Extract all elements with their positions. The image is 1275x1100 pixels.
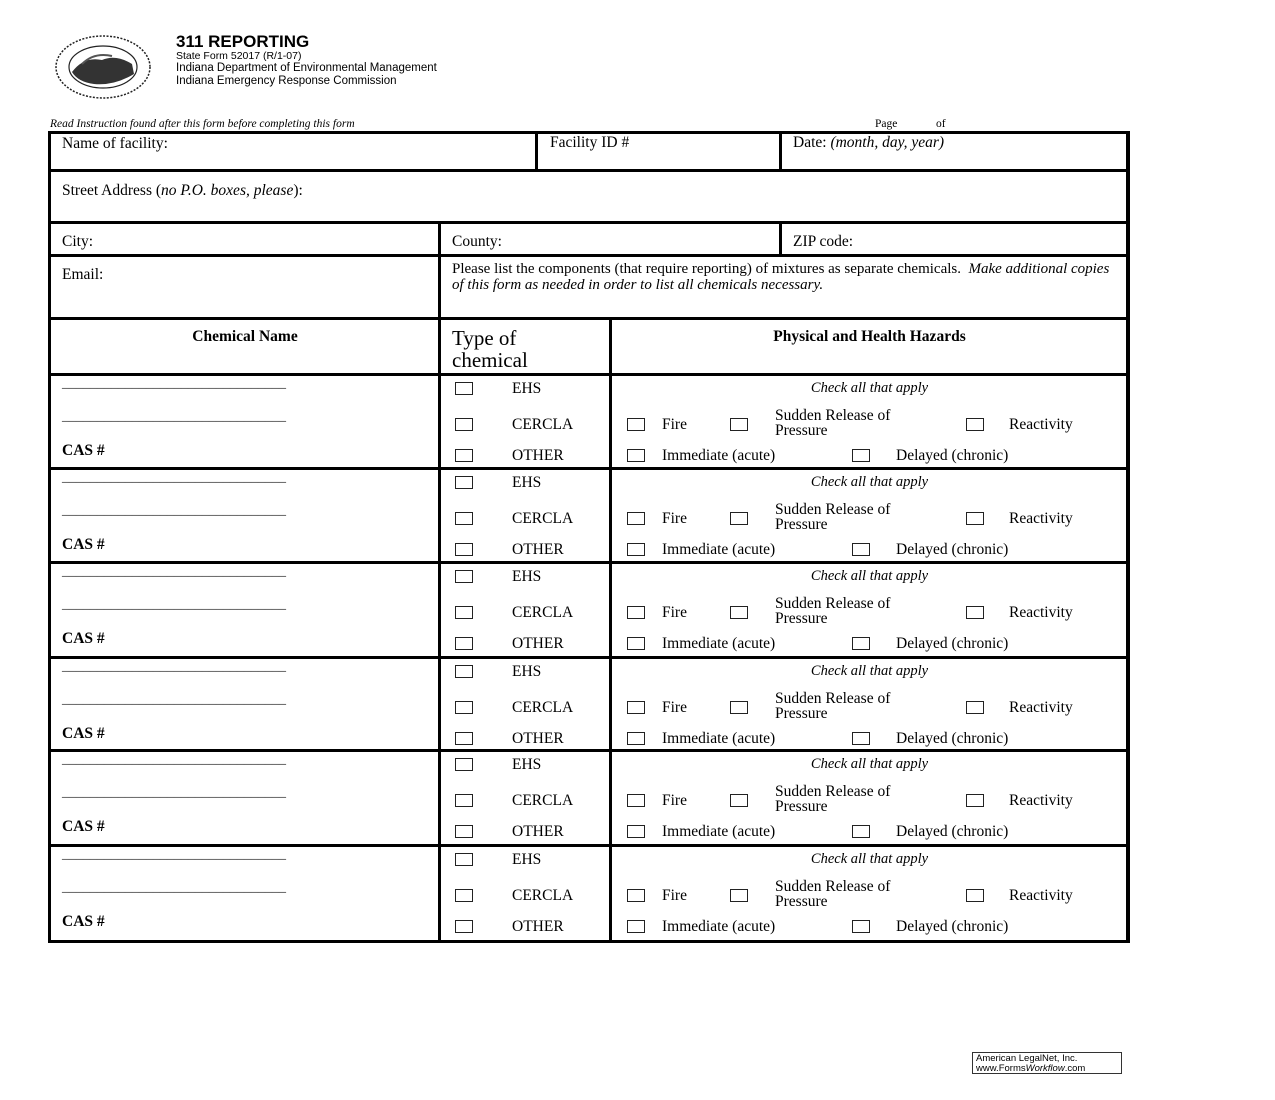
reactivity-checkbox[interactable] <box>966 889 984 902</box>
delayed-chronic-label: Delayed (chronic) <box>896 447 1009 464</box>
form-number: State Form 52017 (R/1-07) <box>176 50 302 62</box>
cercla-checkbox[interactable] <box>455 606 473 619</box>
delayed-chronic-label: Delayed (chronic) <box>896 823 1009 840</box>
delayed-chronic-label: Delayed (chronic) <box>896 635 1009 652</box>
sudden-release-checkbox[interactable] <box>730 701 748 714</box>
delayed-chronic-checkbox[interactable] <box>852 920 870 933</box>
chemical-name-line-2[interactable]: ________________________________ <box>62 409 286 424</box>
immediate-acute-label: Immediate (acute) <box>662 447 776 464</box>
reactivity-label: Reactivity <box>1009 416 1073 433</box>
ehs-label: EHS <box>512 663 542 680</box>
ehs-checkbox[interactable] <box>455 758 473 771</box>
sudden-release-label: Sudden Release of Pressure <box>775 407 891 439</box>
of-label: of <box>936 118 946 130</box>
frame-left <box>48 131 51 943</box>
other-label: OTHER <box>512 823 564 840</box>
check-all-note: Check all that apply <box>810 474 929 490</box>
immediate-acute-checkbox[interactable] <box>627 920 645 933</box>
department-name: Indiana Department of Environmental Management <box>176 62 437 74</box>
reactivity-checkbox[interactable] <box>966 606 984 619</box>
ehs-label: EHS <box>512 851 542 868</box>
cas-number-field[interactable]: CAS # <box>62 536 105 553</box>
ehs-checkbox[interactable] <box>455 665 473 678</box>
reactivity-checkbox[interactable] <box>966 794 984 807</box>
delayed-chronic-label: Delayed (chronic) <box>896 730 1009 747</box>
form-title: 311 REPORTING <box>176 32 310 51</box>
facility-id-field[interactable]: Facility ID # <box>550 134 630 151</box>
instruction-note: Read Instruction found after this form before completing this form <box>50 118 355 130</box>
frame-right <box>1126 131 1130 943</box>
other-label: OTHER <box>512 730 564 747</box>
immediate-acute-label: Immediate (acute) <box>662 730 776 747</box>
sudden-release-checkbox[interactable] <box>730 606 748 619</box>
fire-checkbox[interactable] <box>627 606 645 619</box>
sudden-release-label: Sudden Release of Pressure <box>775 501 891 533</box>
immediate-acute-label: Immediate (acute) <box>662 541 776 558</box>
chemical-name-line-2[interactable]: ________________________________ <box>62 597 286 612</box>
delayed-chronic-label: Delayed (chronic) <box>896 918 1009 935</box>
cas-number-field[interactable]: CAS # <box>62 442 105 459</box>
reactivity-checkbox[interactable] <box>966 512 984 525</box>
sudden-release-label: Sudden Release of Pressure <box>775 690 891 722</box>
reactivity-label: Reactivity <box>1009 510 1073 527</box>
fire-label: Fire <box>662 604 687 621</box>
immediate-acute-checkbox[interactable] <box>627 732 645 745</box>
commission-name: Indiana Emergency Response Commission <box>176 75 397 87</box>
column-header-type: Type of chemical <box>452 326 528 372</box>
cas-number-field[interactable]: CAS # <box>62 630 105 647</box>
chemical-name-line-1[interactable]: ________________________________ <box>62 564 286 579</box>
fire-checkbox[interactable] <box>627 701 645 714</box>
column-header-hazards: Physical and Health Hazards <box>773 328 966 345</box>
chemical-name-line-1[interactable]: ________________________________ <box>62 470 286 485</box>
chemical-name-line-2[interactable]: ________________________________ <box>62 880 286 895</box>
immediate-acute-checkbox[interactable] <box>627 825 645 838</box>
ehs-checkbox[interactable] <box>455 382 473 395</box>
date-field[interactable]: Date: (month, day, year) <box>793 134 945 151</box>
delayed-chronic-label: Delayed (chronic) <box>896 541 1009 558</box>
other-checkbox[interactable] <box>455 732 473 745</box>
ehs-label: EHS <box>512 568 542 585</box>
chemical-name-line-2[interactable]: ________________________________ <box>62 785 286 800</box>
facility-name-field[interactable]: Name of facility: <box>62 135 168 152</box>
cercla-checkbox[interactable] <box>455 701 473 714</box>
check-all-note: Check all that apply <box>810 380 929 396</box>
immediate-acute-checkbox[interactable] <box>627 449 645 462</box>
other-label: OTHER <box>512 447 564 464</box>
column-header-chemical-name: Chemical Name <box>192 328 298 345</box>
cercla-label: CERCLA <box>512 792 574 809</box>
cas-number-field[interactable]: CAS # <box>62 818 105 835</box>
city-field[interactable]: City: <box>62 233 94 250</box>
other-checkbox[interactable] <box>455 449 473 462</box>
email-field[interactable]: Email: <box>62 266 104 283</box>
cas-number-field[interactable]: CAS # <box>62 913 105 930</box>
state-seal-icon <box>54 34 152 100</box>
reactivity-label: Reactivity <box>1009 792 1073 809</box>
cercla-label: CERCLA <box>512 887 574 904</box>
immediate-acute-checkbox[interactable] <box>627 543 645 556</box>
cercla-checkbox[interactable] <box>455 512 473 525</box>
reactivity-checkbox[interactable] <box>966 418 984 431</box>
sudden-release-checkbox[interactable] <box>730 512 748 525</box>
ehs-label: EHS <box>512 474 542 491</box>
ehs-checkbox[interactable] <box>455 570 473 583</box>
ehs-label: EHS <box>512 380 542 397</box>
other-label: OTHER <box>512 541 564 558</box>
chemical-name-line-2[interactable]: ________________________________ <box>62 503 286 518</box>
sudden-release-label: Sudden Release of Pressure <box>775 783 891 815</box>
ehs-checkbox[interactable] <box>455 476 473 489</box>
cercla-label: CERCLA <box>512 510 574 527</box>
fire-label: Fire <box>662 699 687 716</box>
delayed-chronic-checkbox[interactable] <box>852 543 870 556</box>
reactivity-label: Reactivity <box>1009 699 1073 716</box>
delayed-chronic-checkbox[interactable] <box>852 637 870 650</box>
check-all-note: Check all that apply <box>810 756 929 772</box>
fire-label: Fire <box>662 792 687 809</box>
sudden-release-checkbox[interactable] <box>730 418 748 431</box>
delayed-chronic-checkbox[interactable] <box>852 825 870 838</box>
other-label: OTHER <box>512 918 564 935</box>
check-all-note: Check all that apply <box>810 663 929 679</box>
fire-checkbox[interactable] <box>627 418 645 431</box>
reactivity-label: Reactivity <box>1009 887 1073 904</box>
other-checkbox[interactable] <box>455 920 473 933</box>
immediate-acute-label: Immediate (acute) <box>662 635 776 652</box>
ehs-checkbox[interactable] <box>455 853 473 866</box>
cercla-checkbox[interactable] <box>455 794 473 807</box>
chemical-name-line-1[interactable]: ________________________________ <box>62 752 286 767</box>
other-checkbox[interactable] <box>455 543 473 556</box>
chemical-name-line-1[interactable]: ________________________________ <box>62 847 286 862</box>
ehs-label: EHS <box>512 756 542 773</box>
other-checkbox[interactable] <box>455 637 473 650</box>
delayed-chronic-checkbox[interactable] <box>852 732 870 745</box>
county-field[interactable]: County: <box>452 233 502 250</box>
reactivity-checkbox[interactable] <box>966 701 984 714</box>
publisher-credit: American LegalNet, Inc. www.FormsWorkflow.com <box>972 1052 1122 1074</box>
sudden-release-checkbox[interactable] <box>730 889 748 902</box>
mixtures-note: Please list the components (that require reporting) of mixtures as separate chemicals. Make additional copies of this form as needed in order to list all chemicals necessary. <box>452 261 1110 293</box>
check-all-note: Check all that apply <box>810 568 929 584</box>
cas-number-field[interactable]: CAS # <box>62 725 105 742</box>
chemical-name-line-2[interactable]: ________________________________ <box>62 692 286 707</box>
cercla-label: CERCLA <box>512 699 574 716</box>
immediate-acute-label: Immediate (acute) <box>662 823 776 840</box>
cercla-checkbox[interactable] <box>455 889 473 902</box>
immediate-acute-checkbox[interactable] <box>627 637 645 650</box>
fire-checkbox[interactable] <box>627 794 645 807</box>
check-all-note: Check all that apply <box>810 851 929 867</box>
other-checkbox[interactable] <box>455 825 473 838</box>
sudden-release-label: Sudden Release of Pressure <box>775 595 891 627</box>
sudden-release-checkbox[interactable] <box>730 794 748 807</box>
other-label: OTHER <box>512 635 564 652</box>
frame-bottom <box>48 940 1130 943</box>
cercla-checkbox[interactable] <box>455 418 473 431</box>
fire-checkbox[interactable] <box>627 512 645 525</box>
immediate-acute-label: Immediate (acute) <box>662 918 776 935</box>
zip-code-field[interactable]: ZIP code: <box>793 233 854 250</box>
sudden-release-label: Sudden Release of Pressure <box>775 878 891 910</box>
fire-label: Fire <box>662 510 687 527</box>
page-label: Page <box>875 118 898 130</box>
reactivity-label: Reactivity <box>1009 604 1073 621</box>
chemical-name-line-1[interactable]: ________________________________ <box>62 376 286 391</box>
chemical-name-line-1[interactable]: ________________________________ <box>62 659 286 674</box>
fire-label: Fire <box>662 416 687 433</box>
delayed-chronic-checkbox[interactable] <box>852 449 870 462</box>
street-address-field[interactable]: Street Address (no P.O. boxes, please): <box>62 182 303 199</box>
fire-checkbox[interactable] <box>627 889 645 902</box>
cercla-label: CERCLA <box>512 416 574 433</box>
fire-label: Fire <box>662 887 687 904</box>
cercla-label: CERCLA <box>512 604 574 621</box>
